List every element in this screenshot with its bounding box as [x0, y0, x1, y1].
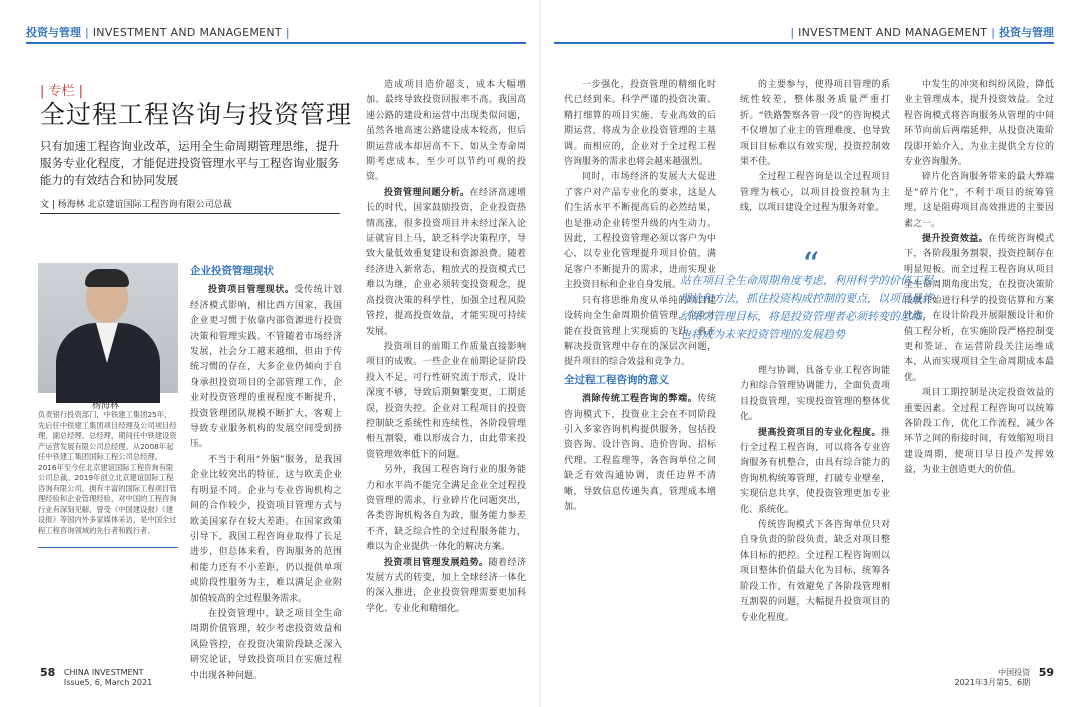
section-heading: 企业投资管理现状 — [190, 265, 274, 277]
footer-left — [40, 668, 152, 688]
body-column-2 — [366, 78, 526, 654]
body-column-5 — [904, 78, 1054, 654]
section-name-en: INVESTMENT AND MANAGEMENT — [92, 26, 282, 39]
section-heading: 全过程工程咨询的意义 — [564, 373, 669, 386]
spine-gutter — [539, 0, 541, 707]
section-name-zh: 投资与管理 — [26, 26, 81, 39]
paragraph: 提升投资效益。在传统咨询模式下，各阶段服务割裂，投资控制存在明显短板。而全过程工程咨询从项目全生命周期角度出发，在投资决策阶段就开始进行科学的投资估算和方案比选，在设计阶段开展限额设计和价值工程分析，在实施阶段严格控制变更和签证，在运营阶段关注运维成本，从而实现项目全生命周期成本最优。 — [904, 234, 1054, 383]
publication-name: 中国投资 — [998, 668, 1031, 677]
page-number: 58 — [40, 666, 56, 679]
title-divider — [40, 213, 340, 214]
quote-mark-icon: “ — [802, 245, 820, 285]
paragraph: 另外，我国工程咨询行业的服务能力和水平尚不能完全满足企业全过程投资管理的需求，行业碎片化问题突出，各类咨询机构各自为政，服务能力参差不齐，缺乏综合性的全过程服务能力，难以为企业提供一体化的解决方案。 — [366, 465, 526, 553]
section-name-en: INVESTMENT AND MANAGEMENT — [798, 26, 988, 39]
paragraph: 只有将思维角度从单纯的项目建设转向全生命周期价值管理，企业才能在投资管理上实现质的飞跃，真正解决投资管理中存在的深层次问题，提升项目的综合效益和竞争力。 — [564, 295, 716, 368]
author-bio: 负责银行投资部门，中铁建工集团25年，先后任中铁建工集团项目经理及公司项目经理、副总经理、总经理，期间任中铁建设资产运营发展有限公司总经理。从2008年起任中铁建工集团国际工程公司总经理，2016年至今任北京建谊国际工程咨询有限公司总裁。2019年创立北京建谊国际工程咨询有限公司。拥有丰富的国际工程项目管理经验和企业管理经验，对中国的工程咨询行业有深刻见解，曾受《中国建设报》《建设报》等国内外多家媒体采访，是中国全过程工程咨询领域的先行者和践行者。 — [38, 410, 177, 535]
page-number: 59 — [1038, 666, 1054, 679]
paragraph: 传统咨询模式下各咨询单位只对自身负责的阶段负责，缺乏对项目整体目标的把控。全过程工程咨询则以项目整体价值最大化为目标，统筹各阶段工作，有效避免了各阶段管理相互割裂的问题，大幅提升投资项目的专业化程度。 — [740, 520, 890, 623]
paragraph: 碎片化咨询服务带来的最大弊端是“碎片化”，不利于项目的统筹管理，这是阻碍项目高效推进的主要因素之一。 — [904, 172, 1054, 229]
paragraph: 造成项目造价超支，成本大幅增加。最终导致投资回报率不高。我国高速公路的建设和运营中出现类似问题，虽然各地高速公路建设成本较高，但后期运营成本却居高不下，如从全寿命周期考虑成本，至少可以节约可观的投资。 — [366, 80, 526, 183]
paragraph: 投资项目管理发展趋势。随着经济发展方式的转变，加上全球经济一体化的深入推进，企业投资管理需要更加科学化、专业化和精细化。 — [366, 557, 526, 614]
article-lead: 只有加速工程咨询业改革，运用全生命周期管理思维，提升服务专业化程度，才能促进投资管理水平与工程咨询业服务能力的有效结合和协同发展 — [40, 139, 339, 187]
author-photo — [38, 263, 178, 393]
paragraph: 一步强化，投资管理的精细化时代已经到来。科学严谨的投资决策、精打细算的项目实施、专业高效的后期运营，将成为企业投资管理的主基调。而相应的，企业对于全过程工程咨询服务的需求也将会越来越强烈。 — [564, 80, 716, 168]
issue-info: Issue5, 6, March 2021 — [63, 678, 153, 687]
paragraph: 中发生的冲突和纠纷风险，降低业主管理成本，提升投资效益。全过程咨询模式将咨询服务从管理的中间环节向前后两端延伸，从投资决策阶段即开始介入，为业主提供全方位的专业咨询服务。 — [904, 80, 1054, 168]
column-tag: | 专栏 | — [40, 84, 84, 99]
running-head-right: | INVESTMENT AND MANAGEMENT | 投资与管理 — [790, 26, 1054, 39]
header-rule-left — [26, 42, 526, 44]
paragraph: 的主要参与，使得项目管理的系统性较差，整体服务质量严重打折。“铁路警察各管一段”的咨询模式不仅增加了业主的管理难度，也导致项目目标难以有效实现，投资控制效果不佳。 — [740, 80, 890, 168]
paragraph: 同时，市场经济的发展大大促进了客户对产品专业化的要求，这是人们生活水平不断提高后的必然结果，也是推动企业转型升级的内生动力。因此，工程投资管理必须以客户为中心，以专业化管理提升项目价值，满足客户不断提升的需求，进而实现业主投资目标和企业自身发展。 — [564, 172, 716, 291]
body-column-1 — [190, 262, 342, 681]
caption-rule — [38, 547, 178, 548]
running-head-left: 投资与管理 | INVESTMENT AND MANAGEMENT | — [26, 26, 290, 39]
header-rule-right — [554, 42, 1054, 44]
publication-name: CHINA INVESTMENT — [63, 668, 144, 677]
author-name: 杨海林 — [92, 401, 120, 411]
paragraph: 全过程工程咨询是以全过程项目管理为核心，以项目投资控制为主线，以项目建设全过程为服务对象。 — [740, 172, 890, 214]
paragraph: 在投资管理中，缺乏项目全生命周期价值管理，较少考虑投资效益和风险管控，在投资决策阶段缺乏深入研究论证，导致投资项目在实施过程中出现各种问题。 — [190, 608, 342, 681]
paragraph: 消除传统工程咨询的弊端。传统咨询模式下，投资业主会在不同阶段引入多家咨询机构提供服务，包括投资咨询、设计咨询、造价咨询、招标代理、工程监理等，各咨询单位之间缺乏有效沟通协调，责任边界不清晰，导致信息传递失真，管理成本增加。 — [564, 394, 716, 512]
byline: 文 | 杨海林 北京建谊国际工程咨询有限公司总裁 — [40, 200, 232, 210]
paragraph: 投资项目的前期工作质量直接影响项目的成败。一些企业在前期论证阶段投入不足，可行性研究流于形式，设计深度不够，导致后期频繁变更，工期延误，投资失控。企业对工程项目的投资控制缺乏系统性和连续性，各阶段管理相互割裂，难以形成合力，由此带来投资管理效率低下的问题。 — [366, 341, 526, 460]
issue-info: 2021年3月第5、6期 — [954, 678, 1031, 687]
body-column-4-bottom — [740, 364, 890, 654]
paragraph: 提高投资项目的专业化程度。推行全过程工程咨询，可以将各专业咨询服务有机整合，由具有综合能力的咨询机构统筹管理，打破专业壁垒，实现信息共享，使投资管理更加专业化、系统化。 — [740, 427, 890, 515]
paragraph: 不当于利用“外脑”服务，是我国企业比较突出的特征，这与欧美企业有明显不同。企业与专业咨询机构之间的合作较少，投资项目管理方式与欧美国家存在较大差距。在国家政策引导下，我国工程咨询业取得了长足进步，但总体来看，咨询服务的范围和能力还有不小差距，仍以提供单项或阶段性服务为主，难以满足企业附加值较高的全过程服务需求。 — [190, 454, 342, 604]
section-name-zh: 投资与管理 — [999, 26, 1054, 39]
paragraph: 投资项目管理现状。受传统计划经济模式影响，相比西方国家，我国企业更习惯于依靠内部资源进行投资决策和管理实践。不管随着市场经济发展，社会分工越来越细，但由于传统习惯的存在，大多企业仍倾向于自身承担投资项目的全部管理工作，企业对投资管理的重视程度不断提升，投资管理团队规模不断扩大，客观上导致专业服务机构的发展空间受到挤压。 — [190, 285, 342, 450]
paragraph: 理与协调，具备专业工程咨询能力和综合管理协调能力，全面负责项目投资管理，实现投资管理的整体优化。 — [740, 366, 890, 423]
pull-quote-text: 站在项目全生命周期角度考虑，利用科学的价值工程理论和方法，抓住投资构成控制的要点，以项目最终结果为管理目标，将是投资管理者必须转变的思维，也将成为未来投资管理的发展趋势 — [680, 274, 933, 341]
paragraph: 投资管理问题分析。在经济高速增长的时代，国家鼓励投资，企业投资热情高涨，很多投资项目并未经过深入论证就盲目上马，缺乏科学决策程序，导致大量低效重复建设和资源浪费。随着经济进入新常态，粗放式的投资模式已难以为继，企业必须转变投资观念，提高投资决策的科学性，加强全过程风险管控，提高投资效益，才能实现可持续发展。 — [366, 187, 526, 337]
paragraph: 项目工期控制是决定投资效益的重要因素。全过程工程咨询可以统筹各阶段工作，优化工作流程，减少各环节之间的衔接时间，有效缩短项目建设周期，使项目早日投产发挥效益，为业主创造更大的价值。 — [904, 388, 1054, 476]
footer-right — [955, 668, 1055, 688]
article-title: 全过程工程咨询与投资管理 — [40, 100, 353, 129]
body-column-3 — [564, 78, 716, 654]
